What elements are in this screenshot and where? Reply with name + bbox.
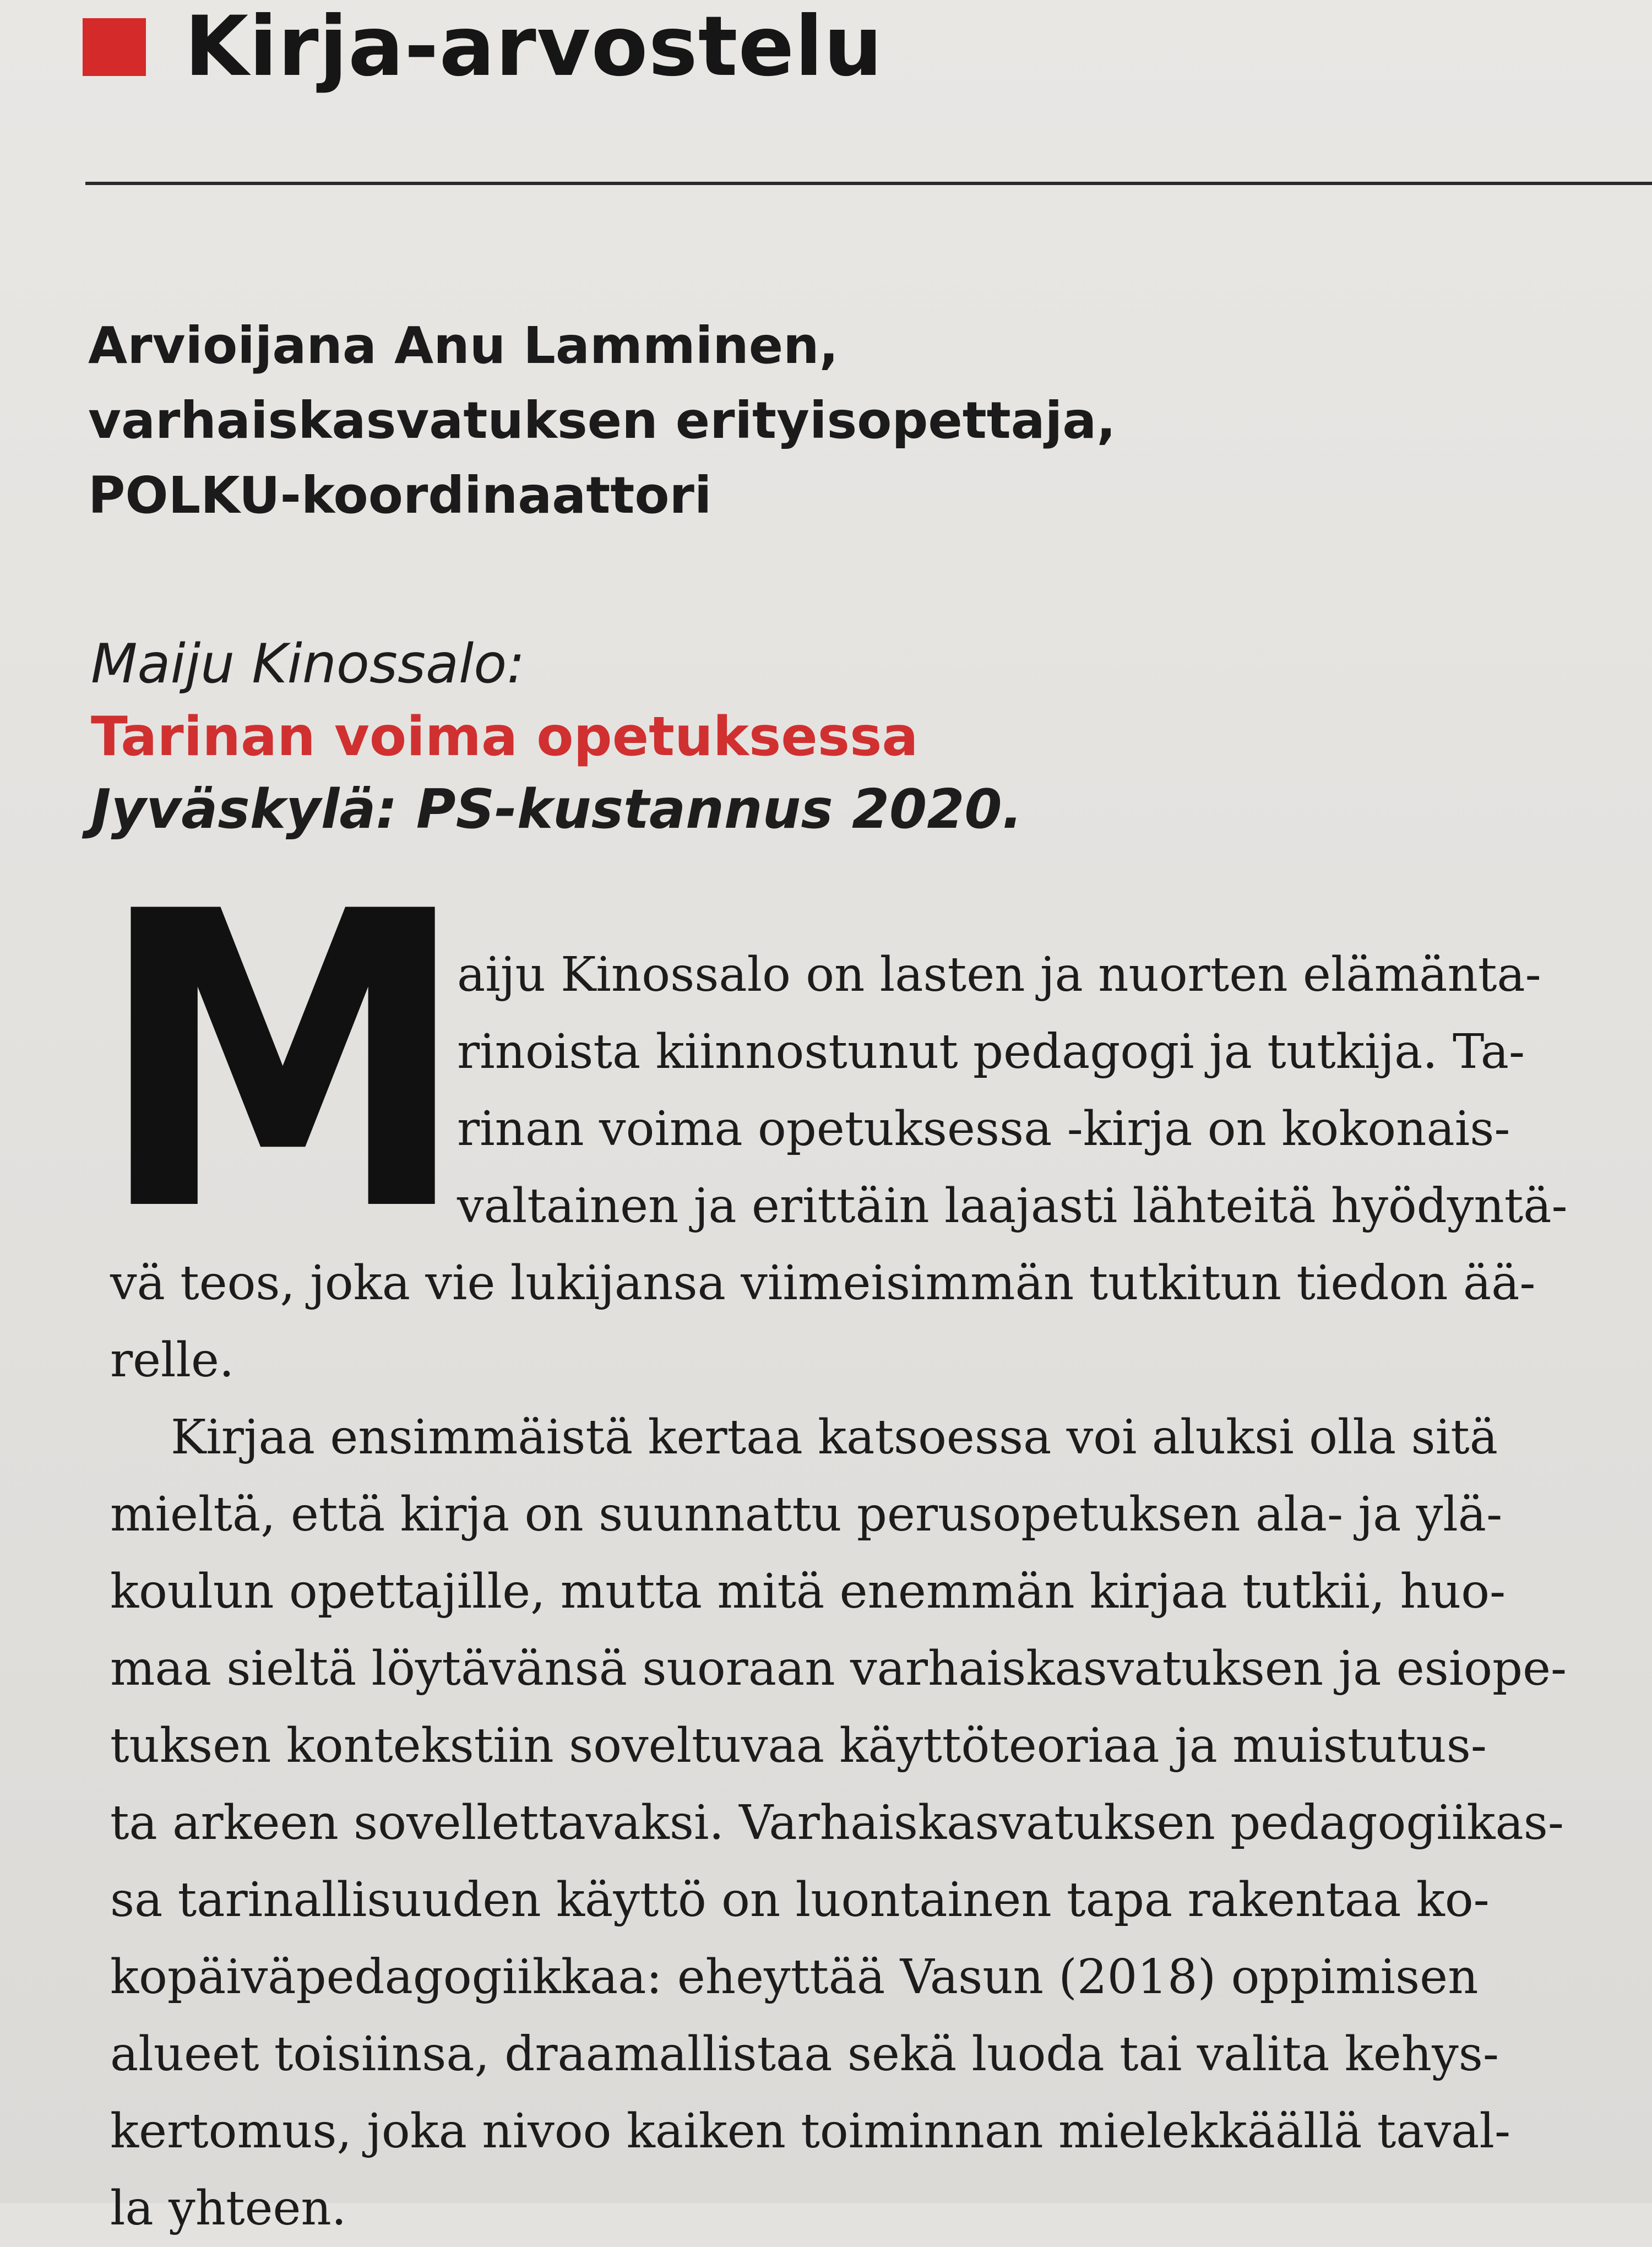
header-divider bbox=[85, 182, 1652, 185]
book-publisher: Jyväskylä: PS-kustannus 2020. bbox=[91, 778, 1023, 841]
reviewer-line: POLKU-koordinaattori bbox=[88, 466, 712, 525]
body-line: relle. bbox=[110, 1333, 235, 1388]
reviewer-line: Arvioijana Anu Lamminen, bbox=[88, 316, 839, 375]
section-title: Kirja-arvostelu bbox=[184, 0, 883, 95]
section-header bbox=[83, 0, 883, 94]
body-line: maa sieltä löytävänsä suoraan varhaiskasvatuksen ja esiope- bbox=[110, 1641, 1567, 1696]
reviewer-block bbox=[88, 308, 1116, 533]
body-line: ta arkeen sovellettavaksi. Varhaiskasvatuksen pedagogiikas- bbox=[110, 1795, 1564, 1850]
body-line: valtainen ja erittäin laajasti lähteitä hyödyntä- bbox=[457, 1179, 1568, 1234]
body-line: rinoista kiinnostunut pedagogi ja tutkija. Ta- bbox=[457, 1024, 1525, 1079]
drop-cap: M bbox=[96, 826, 470, 1300]
body-line: aiju Kinossalo on lasten ja nuorten elämänta- bbox=[457, 947, 1541, 1002]
body-line: mieltä, että kirja on suunnattu perusopetuksen ala- ja ylä- bbox=[110, 1487, 1503, 1542]
reviewer-line: varhaiskasvatuksen erityisopettaja, bbox=[88, 391, 1116, 450]
body-line: sa tarinallisuuden käyttö on luontainen tapa rakentaa ko- bbox=[110, 1873, 1490, 1928]
body-line: la yhteen. bbox=[110, 2181, 347, 2236]
section-marker-square bbox=[83, 18, 146, 76]
body-line: tuksen kontekstiin soveltuvaa käyttöteoriaa ja muistutus- bbox=[110, 1718, 1487, 1773]
body-line: alueet toisiinsa, draamallistaa sekä luoda tai valita kehys- bbox=[110, 2027, 1499, 2082]
body-line: kopäiväpedagogiikkaa: eheyttää Vasun (2018) oppimisen bbox=[110, 1950, 1479, 2005]
book-author: Maiju Kinossalo: bbox=[91, 633, 525, 696]
book-title: Tarinan voima opetuksessa bbox=[91, 705, 919, 768]
body-line: kertomus, joka nivoo kaiken toiminnan mielekkäällä taval- bbox=[110, 2104, 1511, 2159]
book-info bbox=[91, 628, 1023, 846]
body-line: rinan voima opetuksessa -kirja on kokonais- bbox=[457, 1101, 1510, 1157]
body-line: Kirjaa ensimmäistä kertaa katsoessa voi aluksi olla sitä bbox=[171, 1410, 1498, 1465]
body-line: koulun opettajille, mutta mitä enemmän kirjaa tutkii, huo- bbox=[110, 1564, 1506, 1619]
body-line: vä teos, joka vie lukijansa viimeisimmän tutkitun tiedon ää- bbox=[110, 1256, 1536, 1311]
